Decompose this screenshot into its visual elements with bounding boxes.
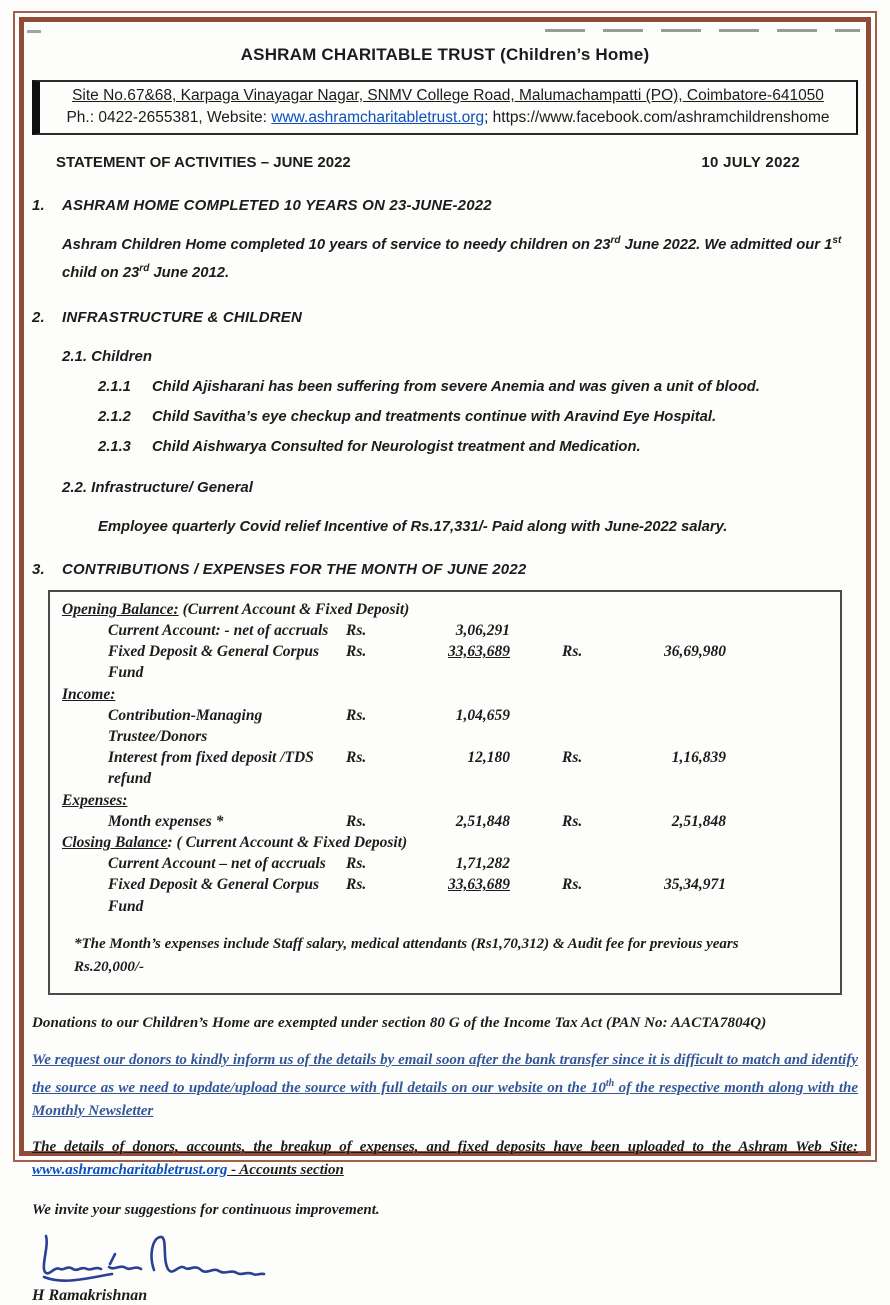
currency-label: Rs. [346, 876, 367, 894]
section-1-paragraph [62, 229, 850, 285]
ordinal-suffix: rd [610, 235, 621, 246]
table-row [62, 641, 828, 683]
signature [36, 1230, 858, 1286]
amount-value: 1,04,659 [455, 706, 510, 724]
table-row-group [62, 684, 828, 705]
spacer [726, 747, 828, 789]
currency-label: Rs. [346, 749, 367, 767]
group-label: Opening Balance: [62, 600, 179, 618]
spacer [726, 705, 828, 747]
item-text: Child Aishwarya Consulted for Neurologist treatment and Medication. [152, 438, 641, 455]
currency-label: Rs. [346, 812, 367, 830]
address-line: Site No.67&68, Karpaga Vinayagar Nagar, SNMV College Road, Malumachampatti (PO), Coimbatore-641050 [72, 87, 824, 104]
section-title: CONTRIBUTIONS / EXPENSES FOR THE MONTH OF JUNE 2022 [62, 560, 527, 578]
table-row [62, 747, 828, 789]
currency-label: Rs. [346, 855, 367, 873]
row-label [62, 832, 828, 853]
subsection-2-2-heading: 2.2. Infrastructure/ General [62, 478, 253, 496]
ordinal-suffix: th [605, 1077, 615, 1089]
document-title: ASHRAM CHARITABLE TRUST (Children’s Home) [240, 45, 650, 64]
amount-value: 2,51,848 [455, 812, 510, 830]
row-label: Fixed Deposit & General Corpus Fund [108, 643, 319, 682]
amount-value: 33,63,689 [448, 643, 510, 661]
currency-label: Rs. [562, 749, 583, 767]
currency-label: Rs. [346, 706, 367, 724]
table-footnote [74, 933, 828, 979]
group-label: Closing Balance [62, 834, 168, 852]
document-page [32, 28, 859, 1304]
footnote-line: Rs.20,000/- [74, 958, 145, 975]
section-1-heading [32, 197, 858, 214]
section-number: 3. [32, 560, 45, 578]
statement-heading-row [32, 154, 858, 171]
amount-value: 33,63,689 [448, 876, 510, 894]
child-update-item [98, 439, 858, 455]
table-row-group [62, 790, 828, 811]
donor-request-note [32, 1049, 858, 1123]
row-label [62, 599, 828, 620]
item-text: Child Ajisharani has been suffering from severe Anemia and was given a unit of blood. [152, 378, 760, 395]
infrastructure-paragraph: Employee quarterly Covid relief Incentive of Rs.17,331/- Paid along with June-2022 salary. [98, 518, 728, 535]
amount-value: 1,71,282 [455, 855, 510, 873]
address-box [32, 80, 858, 135]
section-title: ASHRAM HOME COMPLETED 10 YEARS ON 23-JUNE-2022 [62, 197, 492, 214]
row-label: Current Account – net of accruals [108, 855, 326, 873]
row-label [62, 684, 828, 705]
row-label: Month expenses * [108, 812, 224, 830]
row-label: Contribution-Managing Trustee/Donors [108, 706, 263, 746]
item-number: 2.1.3 [98, 438, 131, 455]
currency-label [562, 620, 614, 641]
group-label-rest: (Current Account & Fixed Deposit) [178, 600, 410, 618]
row-label [62, 790, 828, 811]
statement-heading: STATEMENT OF ACTIVITIES – JUNE 2022 [56, 154, 351, 171]
child-update-item [98, 409, 858, 425]
currency-label [562, 853, 614, 874]
paragraph-text: June 2022. We admitted our 1 [620, 236, 833, 253]
spacer [726, 641, 828, 683]
section-number: 2. [32, 308, 45, 326]
donations-exemption-note: Donations to our Children’s Home are exempted under section 80 G of the Income Tax Act (PAN No: AACTA7804Q) [32, 1014, 767, 1031]
paragraph-text: June 2012. [149, 264, 230, 281]
item-number: 2.1.2 [98, 408, 131, 425]
paragraph-text: Ashram Children Home completed 10 years of service to needy children on 23 [62, 236, 611, 253]
uploads-text: The details of donors, accounts, the breakup of expenses, and fixed deposits have been uploaded to the Ashram Web Site: [32, 1138, 858, 1155]
currency-label: Rs. [346, 643, 367, 661]
group-label: Income: [62, 685, 116, 703]
phone-text: Ph.: 0422-2655381, Website: [66, 109, 272, 126]
spacer [726, 620, 828, 641]
financial-statement-table [48, 590, 842, 995]
subsection-2-1-heading: 2.1. Children [62, 347, 153, 365]
table-row-group [62, 599, 828, 620]
uploads-note [32, 1136, 858, 1182]
table-row [62, 853, 828, 874]
request-text: of the respective month along with the Monthly Newsletter [32, 1079, 859, 1119]
group-label-rest: : ( Current Account & Fixed Deposit) [167, 834, 408, 852]
item-text: Child Savitha’s eye checkup and treatments continue with Aravind Eye Hospital. [152, 408, 717, 425]
child-update-item [98, 379, 858, 395]
uploads-website-link[interactable]: www.ashramcharitabletrust.org [32, 1161, 228, 1178]
amount-value: 35,34,971 [664, 876, 726, 894]
section-title: INFRASTRUCTURE & CHILDREN [62, 308, 302, 326]
amount-value [614, 853, 726, 874]
paragraph-text: child on 23 [62, 264, 140, 281]
spacer [726, 874, 828, 916]
table-row [62, 705, 828, 747]
currency-label: Rs. [562, 643, 583, 661]
amount-value: 2,51,848 [671, 812, 726, 830]
amount-value: 36,69,980 [664, 643, 726, 661]
item-number: 2.1.1 [98, 378, 131, 395]
amount-value: 3,06,291 [455, 622, 510, 640]
signatory-name: H Ramakrishnan [32, 1286, 148, 1304]
row-label: Current Account: - net of accruals [108, 622, 329, 640]
amount-value: 12,180 [467, 749, 510, 767]
ordinal-suffix: st [832, 235, 842, 246]
section-2-heading [32, 309, 858, 326]
amount-value [614, 705, 726, 747]
contact-line [44, 107, 852, 129]
section-3-heading [32, 561, 858, 578]
website-link[interactable]: www.ashramcharitabletrust.org [271, 109, 485, 126]
signature-scribble-icon [36, 1230, 286, 1286]
uploads-text: - Accounts section [227, 1161, 344, 1178]
currency-label: Rs. [346, 622, 367, 640]
spacer [726, 853, 828, 874]
spacer [726, 811, 828, 832]
ordinal-suffix: rd [139, 262, 150, 274]
table-row-group [62, 832, 828, 853]
table-row [62, 620, 828, 641]
suggestions-note: We invite your suggestions for continuous improvement. [32, 1201, 380, 1218]
statement-date: 10 JULY 2022 [701, 154, 800, 171]
currency-label: Rs. [562, 876, 583, 894]
table-row [62, 874, 828, 916]
facebook-url-text: ; https://www.facebook.com/ashramchildrenshome [484, 109, 830, 126]
amount-value: 1,16,839 [671, 749, 726, 767]
row-label: Fixed Deposit & General Corpus Fund [108, 876, 319, 915]
footnote-line: *The Month’s expenses include Staff salary, medical attendants (Rs1,70,312) & Audit fee for previous years [74, 935, 739, 952]
table-row [62, 811, 828, 832]
row-label: Interest from fixed deposit /TDS refund [108, 749, 314, 788]
request-text: We request our donors to kindly inform us of the details by email soon after the bank transfer since it is difficult to match and identify the source as we need to update/upload the source with full details on our website on the 10 [32, 1051, 858, 1096]
amount-value [614, 620, 726, 641]
group-label: Expenses: [62, 791, 128, 809]
section-number: 1. [32, 197, 45, 214]
currency-label [562, 705, 614, 747]
currency-label: Rs. [562, 812, 583, 830]
